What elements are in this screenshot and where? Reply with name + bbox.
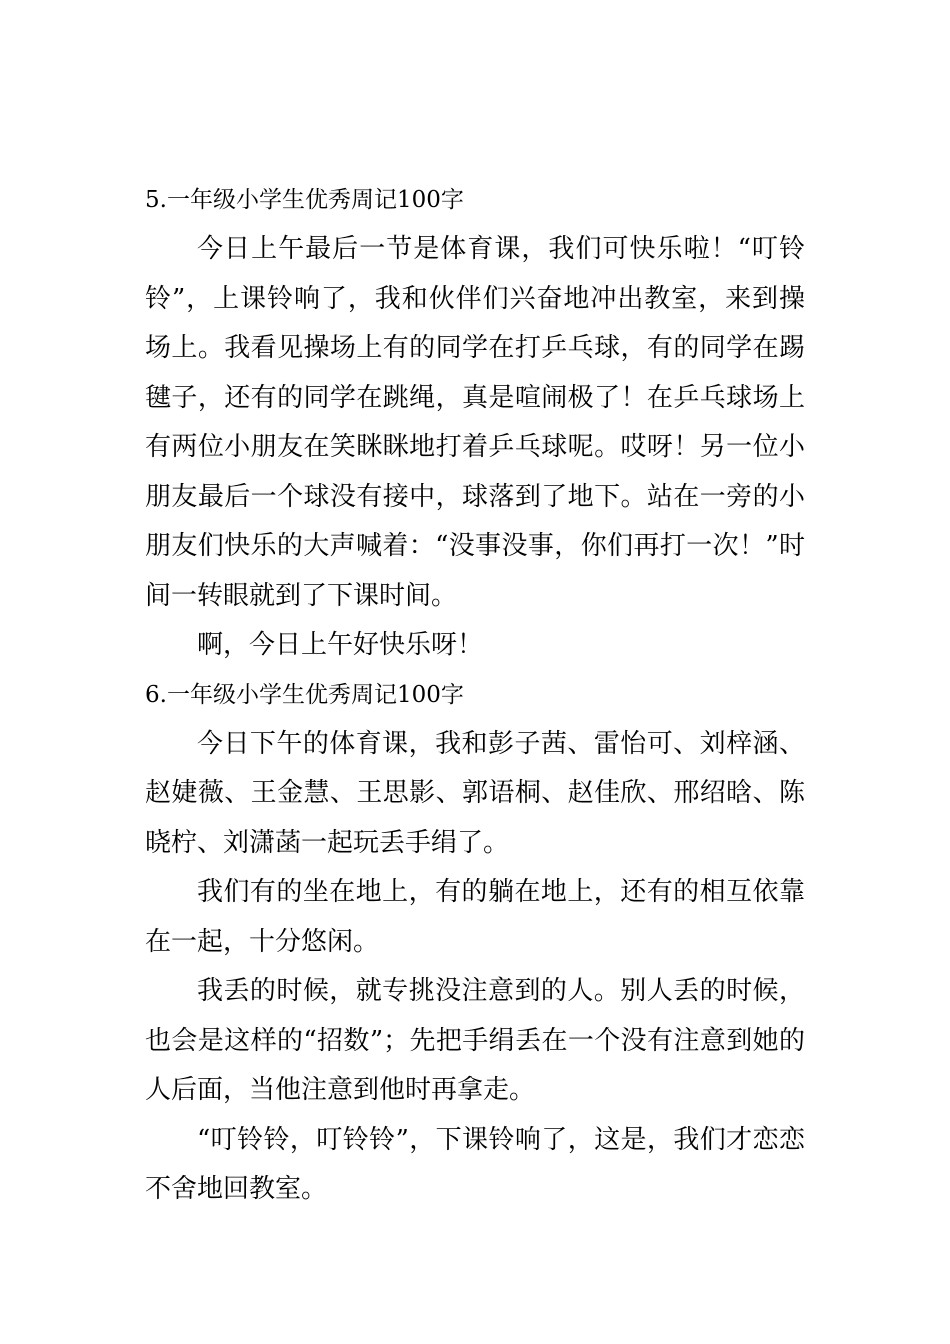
essay-section-6 [145,671,805,1215]
essay-paragraph: 啊，今日上午好快乐呀！ [197,630,484,660]
essay-paragraph: 我们有的坐在地上，有的躺在地上，还有的相互依靠在一起，十分悠闲。 [145,877,805,957]
document-body [145,176,805,1215]
essay-heading: 6.一年级小学生优秀周记100字 [145,681,464,708]
essay-paragraph: 今日下午的体育课，我和彭子茜、雷怡可、刘梓涵、赵婕薇、王金慧、王思影、郭语桐、赵佳欣、邢绍晗、陈晓柠、刘潇菡一起玩丢手绢了。 [145,728,805,858]
essay-section-5 [145,176,805,671]
essay-paragraph: 今日上午最后一节是体育课，我们可快乐啦！“叮铃铃”，上课铃响了，我和伙伴们兴奋地冲出教室，来到操场上。我看见操场上有的同学在打乒乓球，有的同学在踢毽子，还有的同学在跳绳，真是喧闹极了！在乒乓球场上有两位小朋友在笑眯眯地打着乒乓球呢。哎呀！另一位小朋友最后一个球没有接中，球落到了地下。站在一旁的小朋友们快乐的大声喊着：“没事没事，你们再打一次！”时间一转眼就到了下课时间。 [145,234,805,611]
essay-paragraph: 我丢的时候，就专挑没注意到的人。别人丢的时候，也会是这样的“招数”；先把手绢丢在一个没有注意到她的人后面，当他注意到他时再拿走。 [145,976,805,1105]
essay-paragraph: “叮铃铃，叮铃铃”，下课铃响了，这是，我们才恋恋不舍地回教室。 [145,1124,805,1204]
essay-heading: 5.一年级小学生优秀周记100字 [145,187,464,213]
